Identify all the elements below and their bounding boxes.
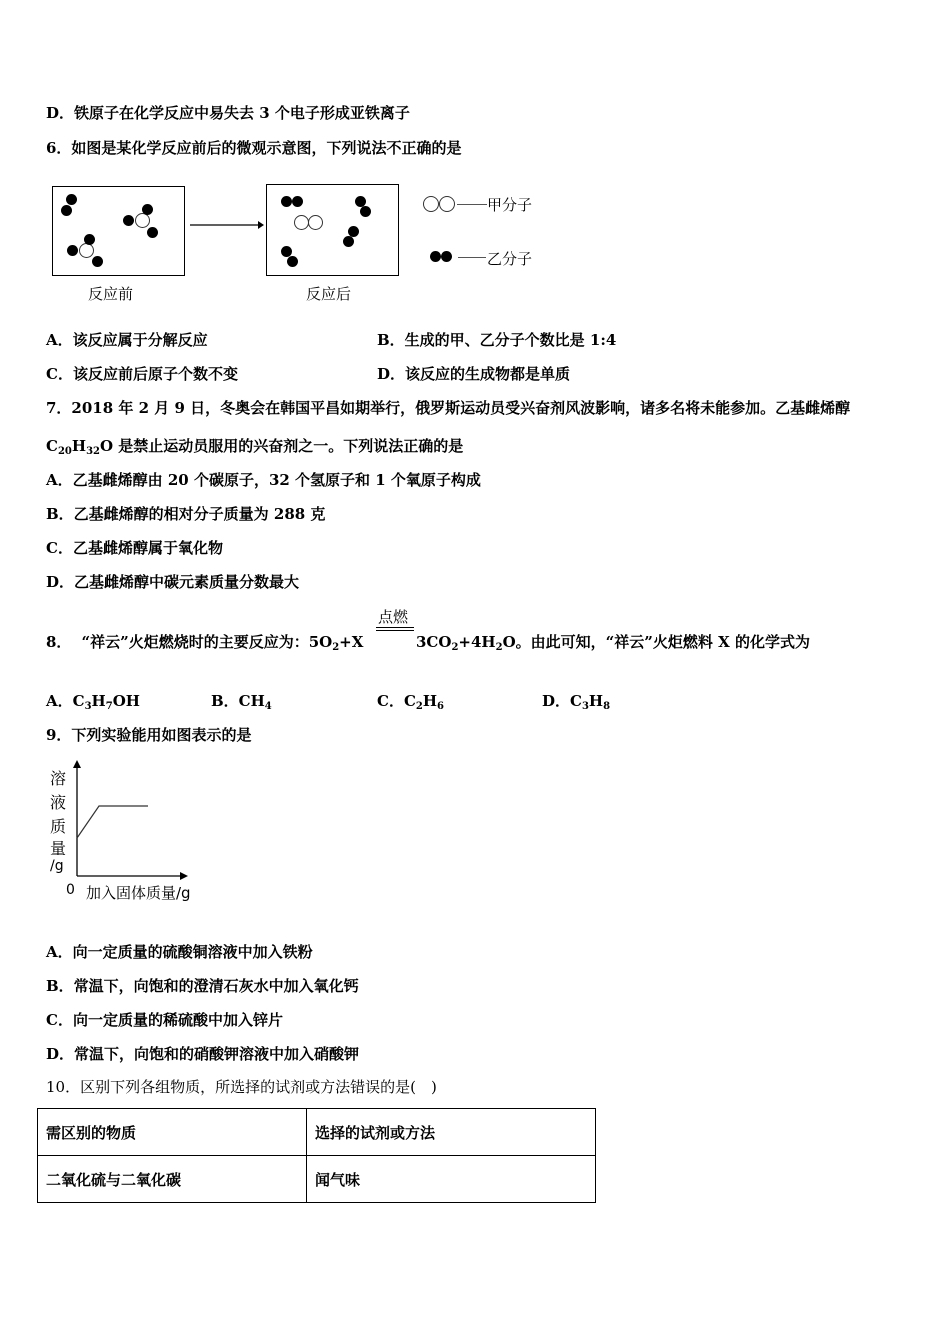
table-header-cell: 需区别的物质 <box>38 1109 307 1156</box>
q6-stem: 6．如图是某化学反应前后的微观示意图，下列说法不正确的是 <box>46 139 462 157</box>
reaction-arrow <box>188 219 264 231</box>
yi-atom <box>123 215 134 226</box>
yi-atom <box>147 227 158 238</box>
origin-label: 0 <box>66 882 75 898</box>
before-reaction-box <box>52 186 185 276</box>
jia-atom <box>79 243 94 258</box>
after-reaction-box <box>266 184 399 276</box>
yi-atom <box>343 236 354 247</box>
table-cell: 二氧化硫与二氧化碳 <box>38 1156 307 1203</box>
q7-stem-line1: 7．2018 年 2 月 9 日，冬奥会在韩国平昌如期举行，俄罗斯运动员受兴奋剂风波影响，诸多名将未能参加。乙基雌烯醇 <box>46 399 851 417</box>
table-header-row <box>38 1109 596 1156</box>
q8-option-b: B．$CH_4$ <box>211 692 272 712</box>
y-axis-label: 量 <box>50 839 67 858</box>
y-axis-label: /g <box>50 858 64 874</box>
before-label: 反应前 <box>88 285 134 303</box>
legend-jia-atom <box>423 196 439 212</box>
after-label: 反应后 <box>306 285 352 303</box>
legend-dash <box>457 204 487 205</box>
q9-stem: 9．下列实验能用如图表示的是 <box>46 726 252 744</box>
y-axis-label: 溶 <box>50 769 67 788</box>
graph-axes <box>68 760 190 880</box>
q9-option-d: D．常温下，向饱和的硝酸钾溶液中加入硝酸钾 <box>46 1045 360 1063</box>
yi-atom <box>281 196 292 207</box>
q8-option-d: D．$C_3H_8$ <box>542 692 611 712</box>
y-axis-label: 质 <box>50 817 67 836</box>
q8-stem-products: $3CO_2+4H_2O$。由此可知，“祥云”火炬燃料 X 的化学式为 <box>416 633 810 653</box>
q7-option-d: D．乙基雌烯醇中碳元素质量分数最大 <box>46 573 300 591</box>
y-axis-label: 液 <box>50 793 67 812</box>
yi-atom <box>61 205 72 216</box>
q8-stem: 8． “祥云”火炬燃烧时的主要反应为：$5O_2+X$ <box>46 633 364 653</box>
jia-atom <box>308 215 323 230</box>
q7-stem-line2: $C_{20}H_{32}O$ 是禁止运动员服用的兴奋剂之一。下列说法正确的是 <box>46 437 464 457</box>
yi-atom <box>92 256 103 267</box>
legend-jia-atom <box>439 196 455 212</box>
table-header-cell: 选择的试剂或方法 <box>307 1109 596 1156</box>
yi-atom <box>84 234 95 245</box>
q9-option-a: A．向一定质量的硫酸铜溶液中加入铁粉 <box>46 943 313 961</box>
graph-curve <box>77 806 148 838</box>
q9-option-b: B．常温下，向饱和的澄清石灰水中加入氧化钙 <box>46 977 359 995</box>
yi-atom <box>142 204 153 215</box>
yi-atom <box>292 196 303 207</box>
yi-atom <box>360 206 371 217</box>
q6-option-c: C．该反应前后原子个数不变 <box>46 365 238 383</box>
table-cell: 闻气味 <box>307 1156 596 1203</box>
q6-option-b: B．生成的甲、乙分子个数比是 1:4 <box>377 331 617 349</box>
q6-option-a: A．该反应属于分解反应 <box>46 331 208 349</box>
q8-equal-line <box>376 627 414 628</box>
q8-equal-line <box>376 630 414 631</box>
q7-option-a: A．乙基雌烯醇由 20 个碳原子，32 个氢原子和 1 个氧原子构成 <box>46 471 481 489</box>
q10-stem: 10．区别下列各组物质，所选择的试剂或方法错误的是( ) <box>46 1078 437 1096</box>
x-axis-label: 加入固体质量/g <box>86 884 191 902</box>
q10-table <box>37 1108 596 1203</box>
jia-atom <box>294 215 309 230</box>
yi-atom <box>287 256 298 267</box>
yi-atom <box>66 194 77 205</box>
q7-option-b: B．乙基雌烯醇的相对分子质量为 288 克 <box>46 505 326 523</box>
q8-option-c: C．$C_2H_6$ <box>377 692 445 712</box>
legend-dash <box>458 257 486 258</box>
q9-option-c: C．向一定质量的稀硫酸中加入锌片 <box>46 1011 283 1029</box>
q6-option-d: D．该反应的生成物都是单质 <box>377 365 571 383</box>
q7-option-c: C．乙基雌烯醇属于氧化物 <box>46 539 223 557</box>
legend-yi-label: 乙分子 <box>487 250 533 268</box>
q8-condition: 点燃 <box>378 608 409 626</box>
legend-yi-atom <box>441 251 452 262</box>
table-row <box>38 1156 596 1203</box>
legend-jia-label: 甲分子 <box>487 196 533 214</box>
q8-option-a: A．$C_3H_7OH$ <box>46 692 140 712</box>
legend-yi-atom <box>430 251 441 262</box>
jia-atom <box>135 213 150 228</box>
q5-option-d: D．铁原子在化学反应中易失去 3 个电子形成亚铁离子 <box>46 104 410 122</box>
yi-atom <box>67 245 78 256</box>
